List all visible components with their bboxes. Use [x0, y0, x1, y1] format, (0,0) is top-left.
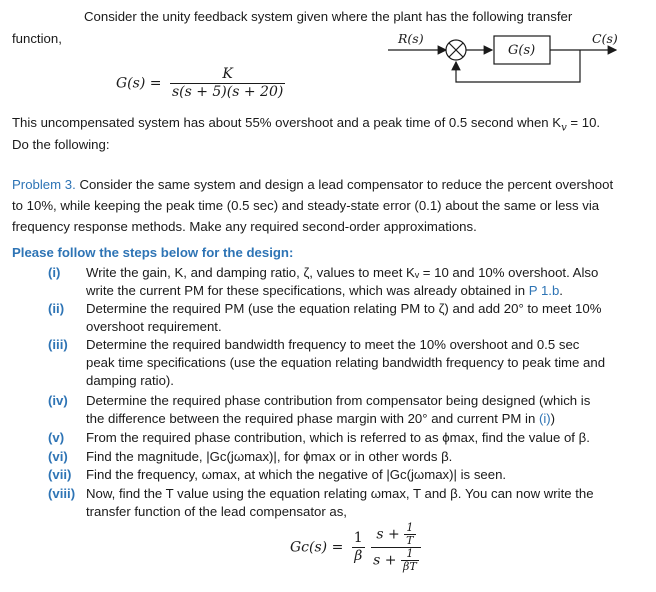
step-line: Determine the required phase contribution from compensator being designed (which is — [86, 393, 591, 408]
step-number: (viii) — [48, 486, 76, 501]
steps-heading: Please follow the steps below for the design: — [12, 245, 294, 260]
problem-line-2: to 10%, while keeping the peak time (0.5 sec) and steady-state error (0.1) about the same or less via — [12, 198, 600, 213]
lead-tf-den-frac-den: βT — [402, 560, 417, 573]
step-line: From the required phase contribution, which is referred to as ϕmax, find the value of β. — [86, 430, 590, 445]
step-line: write the current PM for these specifications, which was already obtained in — [86, 283, 529, 298]
uncompensated-line-2: Do the following: — [12, 137, 110, 152]
step-line-end: . — [559, 283, 563, 298]
step-line: Determine the required bandwidth frequency to meet the 10% overshoot and 0.5 sec — [86, 337, 580, 352]
step-line: transfer function of the lead compensator as, — [86, 504, 347, 519]
step-line: peak time specifications (use the equation relating bandwidth frequency to peak time and — [86, 355, 606, 370]
problem-line-3: frequency response methods. Make any required second-order approximations. — [12, 219, 477, 234]
input-label: R(s) — [398, 31, 424, 46]
lead-tf-num-frac-den: T — [406, 534, 414, 547]
step-line: Determine the required PM (use the equation relating PM to ζ) and add 20° to meet 10% — [86, 301, 602, 316]
plant-tf-numerator: K — [170, 66, 285, 84]
intro-line-2: function, — [12, 31, 62, 46]
lead-tf-num-s: s + — [376, 526, 400, 543]
step-line: the difference between the required phase margin with 20° and current PM in — [86, 411, 539, 426]
lead-tf-denominator — [371, 548, 421, 573]
step-reference-link: (i) — [538, 411, 551, 426]
step-line: Now, find the T value using the equation relating ωmax, T and β. You can now write the — [86, 486, 594, 501]
uncompensated-text: This uncompensated system has about 55% overshoot and a peak time of 0.5 second when K — [12, 115, 562, 130]
step-number: (i) — [48, 265, 61, 280]
output-label: C(s) — [592, 31, 618, 46]
step-number: (vii) — [48, 467, 72, 482]
problem-text-1: Consider the same system and design a lead compensator to reduce the percent overshoot — [75, 177, 614, 192]
problem-line-1 — [12, 176, 613, 194]
step-line: Find the frequency, ωmax, at which the negative of |Gc(jωmax)| is seen. — [86, 467, 507, 482]
lead-tf-num-frac-num: 1 — [404, 522, 415, 535]
step-number: (v) — [48, 430, 65, 445]
step-line-end: ) — [550, 411, 556, 426]
problem-label: Problem 3. — [12, 177, 76, 192]
lead-tf-den-frac-num: 1 — [401, 548, 419, 561]
lead-tf-lhs: Gc(s) = — [290, 539, 344, 556]
plant-tf-denominator: s(s + 5)(s + 20) — [171, 84, 284, 100]
step-line: overshoot requirement. — [86, 319, 222, 334]
summing-junction-icon — [446, 40, 466, 60]
plant-transfer-function — [116, 66, 285, 101]
step-number: (iv) — [48, 393, 68, 408]
lead-compensator-transfer-function — [290, 522, 421, 573]
step-line: Find the magnitude, |Gc(jωmax)|, for ϕmax or in other words β. — [86, 449, 453, 464]
uncompensated-line-1 — [12, 114, 600, 132]
plant-label: G(s) — [508, 43, 536, 58]
uncompensated-end: = 10. — [566, 115, 601, 130]
plant-tf-lhs: G(s) = — [116, 75, 162, 92]
lead-tf-numerator — [371, 522, 421, 548]
intro-line-1: Consider the unity feedback system given where the plant has the following transfer — [84, 9, 573, 24]
step-number: (ii) — [48, 301, 65, 316]
step-reference-link: P 1.b — [528, 283, 560, 298]
lead-tf-coef-denominator: β — [354, 548, 363, 564]
step-line: damping ratio). — [86, 373, 174, 388]
step-number: (iii) — [48, 337, 68, 352]
lead-tf-den-s: s + — [373, 552, 397, 569]
step-number: (vi) — [48, 449, 68, 464]
step-line: Write the gain, K, and damping ratio, ζ, values to meet Kᵥ = 10 and 10% overshoot. Also — [86, 265, 599, 280]
lead-tf-coef-numerator: 1 — [353, 530, 363, 546]
kv-subscript: v — [561, 122, 567, 134]
